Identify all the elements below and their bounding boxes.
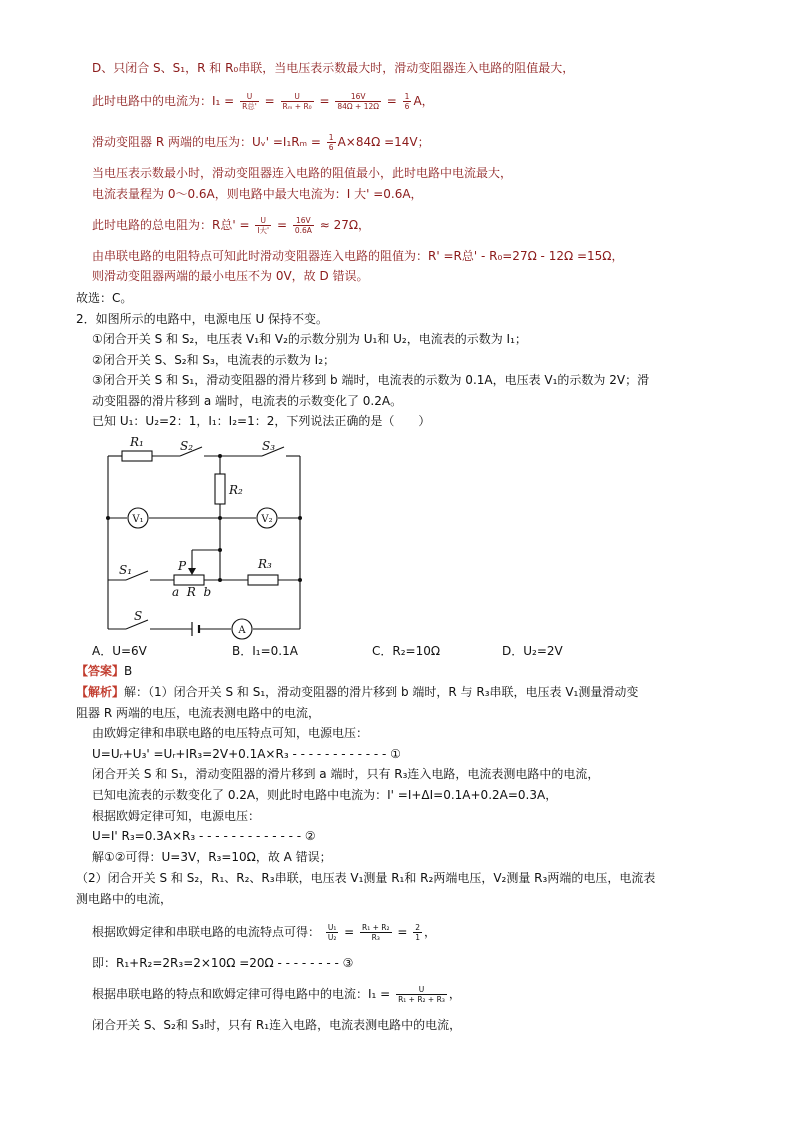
- equation-line: 根据欧姆定律和串联电路的电流特点可得： $\frac{\text{U₁}}{\text{U₂}}$ = $\frac{\text{R₁ + R₂}}{\text{R₃}}$ = $\frac{2}{1}$ ，: [92, 923, 437, 942]
- label-r3: R₃: [258, 557, 272, 571]
- option-b: B．I₁=0.1A: [232, 644, 298, 658]
- slider-arrow: [188, 568, 196, 575]
- resistor-r3: [248, 575, 278, 585]
- answer-choice: 故选：C。: [76, 291, 133, 305]
- resistor-r1: [122, 451, 152, 461]
- text-line: 则滑动变阻器两端的最小电压不为 0V，故 D 错误。: [92, 269, 369, 283]
- label-v2: V₂: [261, 514, 273, 525]
- label-arb: a R b: [172, 585, 212, 599]
- equation-line: 此时电路的总电阻为：R总' = $\frac{U}{\text{I大'}}$ = $\frac{16V}{0.6A}$ ≈ 27Ω，: [92, 216, 371, 235]
- option-a: A．U=6V: [92, 644, 147, 658]
- explanation-line: 测电路中的电流，: [76, 892, 173, 906]
- explanation-line: 闭合开关 S、S₂和 S₃时，只有 R₁连入电路，电流表测电路中的电流，: [92, 1018, 462, 1032]
- label-s1: S₁: [119, 563, 133, 577]
- explanation-line: 【解析】解：（1）闭合开关 S 和 S₁，滑动变阻器的滑片移到 b 端时，R 与 R₃串联，电压表 V₁测量滑动变: [76, 685, 639, 699]
- text-line: 当电压表示数最小时，滑动变阻器连入电路的阻值最小，此时电路中电流最大，: [92, 166, 513, 180]
- label-p: P: [178, 559, 187, 573]
- equation-line: 根据串联电路的特点和欧姆定律可得电路中的电流：I₁ = $\frac{U}{\text{R₁ + R₂ + R₃}}$ ，: [92, 985, 461, 1004]
- label-s3: S₃: [262, 439, 276, 453]
- equation-line: 此时电路中的电流为：I₁ = $\frac{U}{\text{R总'}}$ = $\frac{U}{\text{Rₘ + R₀}}$ = $\frac{16V}{84\Omega + 12\Omega}$ = $\frac{1}{6}$ A，: [92, 92, 434, 111]
- equation-1: U=Uᵣ+U₃' =Uᵣ+IR₃=2V+0.1A×R₃ - - - - - - - - - - - - ①: [92, 747, 401, 761]
- text-line: 由串联电路的电阻特点可知此时滑动变阻器连入电路的阻值为：R' =R总' - R₀=27Ω - 12Ω =15Ω，: [92, 249, 624, 263]
- condition-3: ③闭合开关 S 和 S₁，滑动变阻器的滑片移到 b 端时，电流表的示数为 0.1A，电压表 V₁的示数为 2V；滑: [92, 373, 650, 387]
- label-a: A: [238, 625, 246, 636]
- label-r1: R₁: [130, 435, 144, 449]
- text-line: 电流表量程为 0～0.6A，则电路中最大电流为：I 大' =0.6A，: [92, 187, 423, 201]
- label-s: S: [134, 609, 143, 623]
- explanation-line: 根据欧姆定律可知，电源电压：: [92, 809, 261, 823]
- condition-3-cont: 动变阻器的滑片移到 a 端时，电流表的示数变化了 0.2A。: [92, 394, 403, 408]
- label-v1: V₁: [132, 514, 144, 525]
- explanation-line: （2）闭合开关 S 和 S₂，R₁、R₂、R₃串联，电压表 V₁测量 R₁和 R₂两端电压，V₂测量 R₃两端的电压，电流表: [76, 871, 656, 885]
- option-c: C．R₂=10Ω: [372, 644, 441, 658]
- resistor-r2: [215, 474, 225, 504]
- condition-1: ①闭合开关 S 和 S₂，电压表 V₁和 V₂的示数分别为 U₁和 U₂，电流表的示数为 I₁；: [92, 332, 527, 346]
- condition-2: ②闭合开关 S、S₂和 S₃，电流表的示数为 I₂；: [92, 353, 336, 367]
- label-r2: R₂: [229, 483, 243, 497]
- known-values: 已知 U₁：U₂=2：1，I₁：I₂=1：2，下列说法正确的是（ ）: [92, 414, 431, 428]
- explanation-line: 已知电流表的示数变化了 0.2A，则此时电路中电流为：I' =I+ΔI=0.1A+0.2A=0.3A，: [92, 788, 558, 802]
- equation-2: U=I' R₃=0.3A×R₃ - - - - - - - - - - - - - ②: [92, 829, 316, 843]
- question-title: 2．如图所示的电路中，电源电压 U 保持不变。: [76, 312, 329, 326]
- equation-line: 滑动变阻器 R 两端的电压为：Uᵥ' =I₁Rₘ = $\frac{1}{6}$ A×84Ω =14V；: [92, 133, 430, 152]
- text-line: D、只闭合 S、S₁，R 和 R₀串联，当电压表示数最大时，滑动变阻器连入电路的阻值最大，: [92, 61, 575, 75]
- option-d: D．U₂=2V: [502, 644, 563, 658]
- equation-3: 即：R₁+R₂=2R₃=2×10Ω =20Ω - - - - - - - - ③: [92, 956, 354, 970]
- explanation-line: 阻器 R 两端的电压，电流表测电路中的电流，: [76, 706, 320, 720]
- label-s2: S₂: [180, 439, 194, 453]
- rheostat-r: [174, 575, 204, 585]
- answer-line: 【答案】B: [76, 664, 133, 678]
- circuit-diagram: [96, 430, 316, 645]
- explanation-line: 解①②可得：U=3V，R₃=10Ω，故 A 错误；: [92, 850, 332, 864]
- explanation-line: 由欧姆定律和串联电路的电压特点可知，电源电压：: [92, 726, 369, 740]
- explanation-line: 闭合开关 S 和 S₁，滑动变阻器的滑片移到 a 端时，只有 R₃连入电路，电流表测电路中的电流，: [92, 767, 600, 781]
